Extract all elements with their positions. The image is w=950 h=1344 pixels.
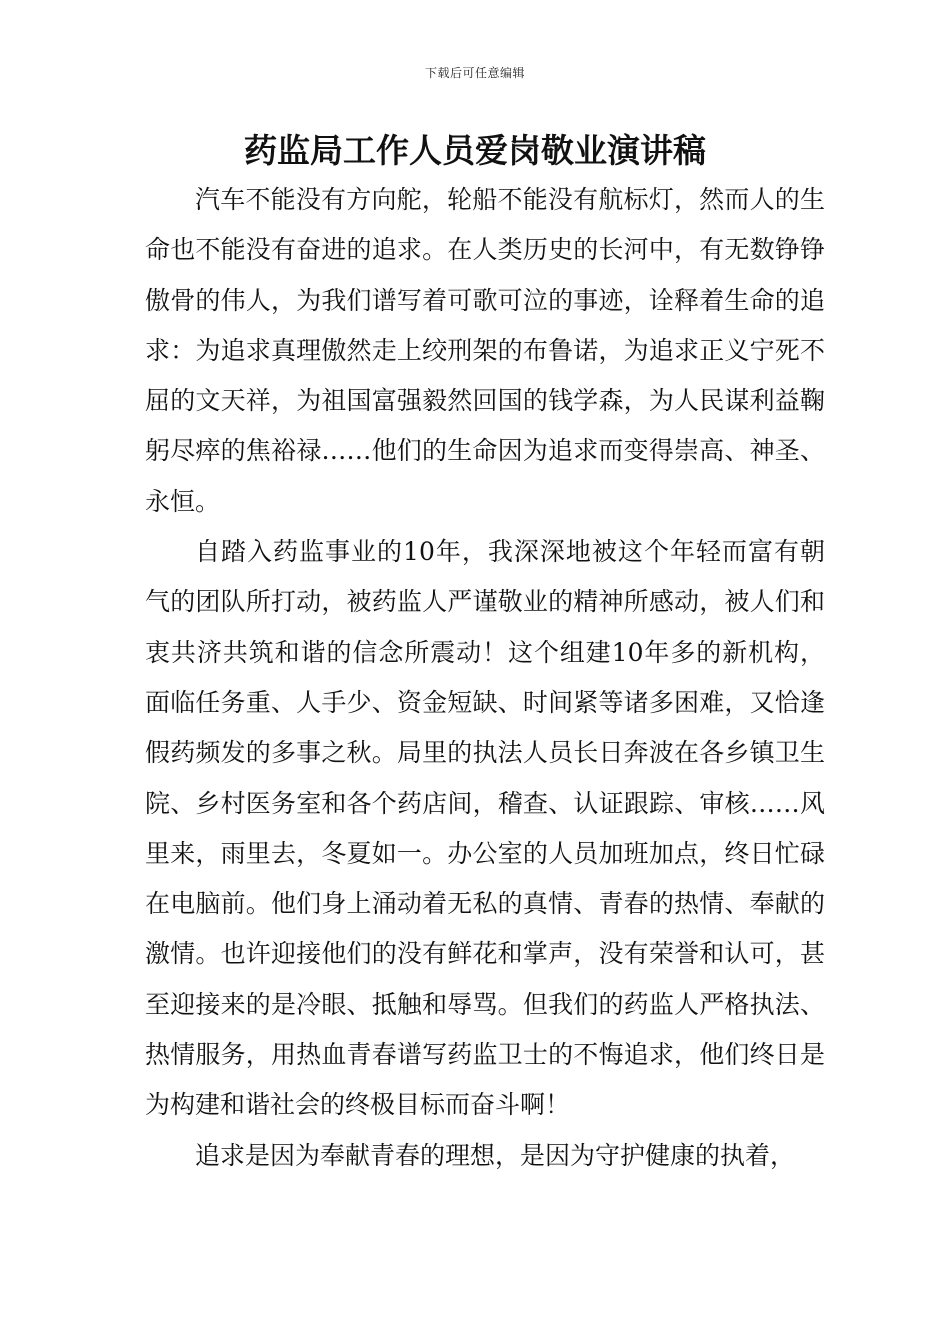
paragraph: 汽车不能没有方向舵，轮船不能没有航标灯，然而人的生命也不能没有奋进的追求。在人类历史的长河中，有无数铮铮傲骨的伟人，为我们谱写着可歌可泣的事迹，诠释着生命的追求：为追求真理傲然走上绞刑架的布鲁诺，为追求正义宁死不屈的文天祥，为祖国富强毅然回国的钱学森，为人民谋利益鞠躬尽瘁的焦裕禄……他们的生命因为追求而变得崇高、神圣、永恒。: [145, 185, 825, 516]
document-title: 药监局工作人员爱岗敬业演讲稿: [244, 131, 706, 170]
paragraph: 追求是因为奉献青春的理想，是因为守护健康的执着，: [195, 1140, 796, 1170]
header-note: 下载后可任意编辑: [424, 66, 525, 80]
document-body: [145, 175, 825, 1181]
paragraph: 自踏入药监事业的10年，我深深地被这个年轻而富有朝气的团队所打动，被药监人严谨敬业的精神所感动，被人们和衷共济共筑和谐的信念所震动！这个组建10年多的新机构，面临任务重、人手少、资金短缺、时间紧等诸多困难，又恰逢假药频发的多事之秋。局里的执法人员长日奔波在各乡镇卫生院、乡村医务室和各个药店间，稽查、认证跟踪、审核……风里来，雨里去，冬夏如一。办公室的人员加班加点，终日忙碌在电脑前。他们身上涌动着无私的真情、青春的热情、奉献的激情。也许迎接他们的没有鲜花和掌声，没有荣誉和认可，甚至迎接来的是冷眼、抵触和辱骂。但我们的药监人严格执法、热情服务，用热血青春谱写药监卫士的不悔追求，他们终日是为构建和谐社会的终极目标而奋斗啊！: [145, 537, 825, 1120]
